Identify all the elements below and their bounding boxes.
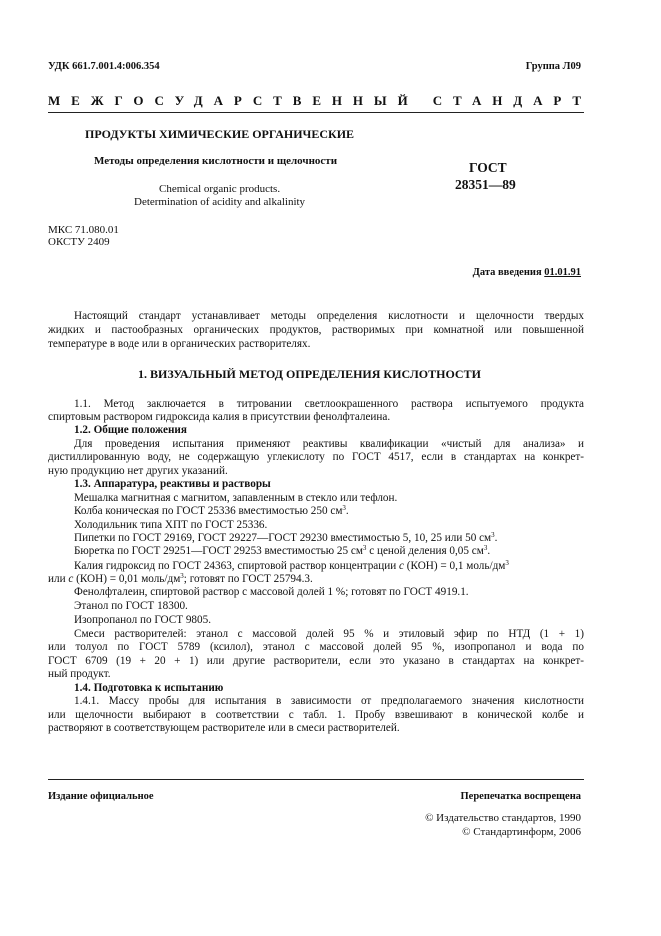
udk-code: УДК 661.7.001.4:006.354 (48, 61, 160, 72)
intro-line-3: температуре в воде или в органических растворителях. (48, 338, 311, 350)
p12-line-2: дистиллированную воду, не содержащую углекислоту по ГОСТ 4517, если в стандартах на конкрет- (48, 451, 584, 463)
h14-heading: 1.4. Подготовка к испытанию (74, 682, 224, 694)
english-title-line2: Determination of acidity and alkalinity (134, 196, 306, 208)
p11-line-1: 1.1. Метод заключается в титровании светлоокрашенного раствора испытуемого продукта (74, 398, 584, 410)
effective-date-label: Дата введения (472, 267, 542, 278)
item-flask: Колба коническая по ГОСТ 25336 вместимостью 250 $см^3$. (74, 504, 349, 517)
section-1-heading: 1. ВИЗУАЛЬНЫЙ МЕТОД ОПРЕДЕЛЕНИЯ КИСЛОТНОСТИ (138, 367, 481, 381)
mks-code: МКС 71.080.01 (48, 224, 119, 236)
intro-line-2: жидких и пастообразных органических продуктов, растворимых при комнатной или повышенной (48, 324, 584, 336)
item-ethanol: Этанол по ГОСТ 18300. (74, 600, 188, 612)
p141-line-3: растворяют в соответствующем растворителе или в смеси растворителей. (48, 722, 400, 734)
item-mixtures-line-4: ный продукт. (48, 668, 111, 680)
item-koh-line-1: Калия гидроксид по ГОСТ 24363, спиртовой раствор концентрации c (КОН) = 0,1 моль/$дм^3$ (74, 559, 509, 572)
gost-label: ГОСТ (469, 160, 507, 175)
item-burette: Бюретка по ГОСТ 29251—ГОСТ 29253 вместимостью 25 $см^3$ с ценой деления 0,05 $см^3$. (74, 544, 491, 557)
p11-line-2: спиртовым раствором гидроксида калия в присутствии фенолфталеина. (48, 411, 391, 423)
standard-banner: МЕЖГОСУДАРСТВЕННЫЙ СТАНДАРТ (48, 93, 592, 108)
item-isopropanol: Изопропанол по ГОСТ 9805. (74, 614, 212, 626)
official-edition: Издание официальное (48, 791, 154, 802)
okstu-code: ОКСТУ 2409 (48, 236, 110, 248)
item-stirrer: Мешалка магнитная с магнитом, запавленным в стекло или тефлон. (74, 492, 398, 504)
item-koh-line-2: или c (КОН) = 0,01 моль/$дм^3$; готовят по ГОСТ 25794.3. (48, 572, 313, 585)
document-subtitle: Методы определения кислотности и щелочности (94, 155, 338, 167)
copyright-2006: © Стандартинформ, 2006 (462, 826, 581, 838)
reprint-prohibited: Перепечатка воспрещена (460, 791, 581, 802)
gost-number: 28351—89 (455, 177, 516, 192)
group-code: Группа Л09 (525, 61, 581, 72)
english-title-line1: Chemical organic products. (159, 183, 281, 195)
document-title: ПРОДУКТЫ ХИМИЧЕСКИЕ ОРГАНИЧЕСКИЕ (85, 127, 355, 141)
item-phenolphthalein: Фенолфталеин, спиртовой раствор с массовой долей 1 %; готовят по ГОСТ 4919.1. (74, 586, 469, 598)
copyright-1990: © Издательство стандартов, 1990 (425, 812, 581, 824)
item-mixtures-line-2: или толуол по ГОСТ 5789 (ксилол), этанол с массовой долей 95 %, изопропанол и вода по (48, 641, 584, 653)
effective-date (473, 267, 581, 278)
footer-rule (48, 779, 584, 780)
item-mixtures-line-3: ГОСТ 6709 (19 + 20 + 1) или другие растворители, если это указано в стандартах на конкрет- (48, 655, 584, 667)
p12-line-1: Для проведения испытания применяют реактивы квалификации «чистый для анализа» и (74, 438, 584, 450)
p141-line-1: 1.4.1. Массу пробы для испытания в зависимости от предполагаемого значения кислотности (74, 695, 584, 707)
header-rule (48, 112, 584, 113)
intro-line-1: Настоящий стандарт устанавливает методы определения кислотности и щелочности твердых (74, 310, 584, 322)
item-mixtures-line-1: Смеси растворителей: этанол с массовой долей 95 % и этиловый эфир по НТД (1 + 1) (74, 628, 584, 640)
item-pipettes: Пипетки по ГОСТ 29169, ГОСТ 29227—ГОСТ 29230 вместимостью 5, 10, 25 или 50 $см^3$. (74, 531, 498, 544)
effective-date-value: 01.01.91 (544, 267, 581, 278)
item-cooler: Холодильник типа ХПТ по ГОСТ 25336. (74, 519, 268, 531)
h12-heading: 1.2. Общие положения (74, 424, 187, 436)
h13-heading: 1.3. Аппаратура, реактивы и растворы (74, 478, 271, 490)
p141-line-2: или щелочности выбирают в соответствии с табл. 1. Пробу взвешивают в конической колбе и (48, 709, 584, 721)
p12-line-3: ную продукцию нет других указаний. (48, 465, 228, 477)
